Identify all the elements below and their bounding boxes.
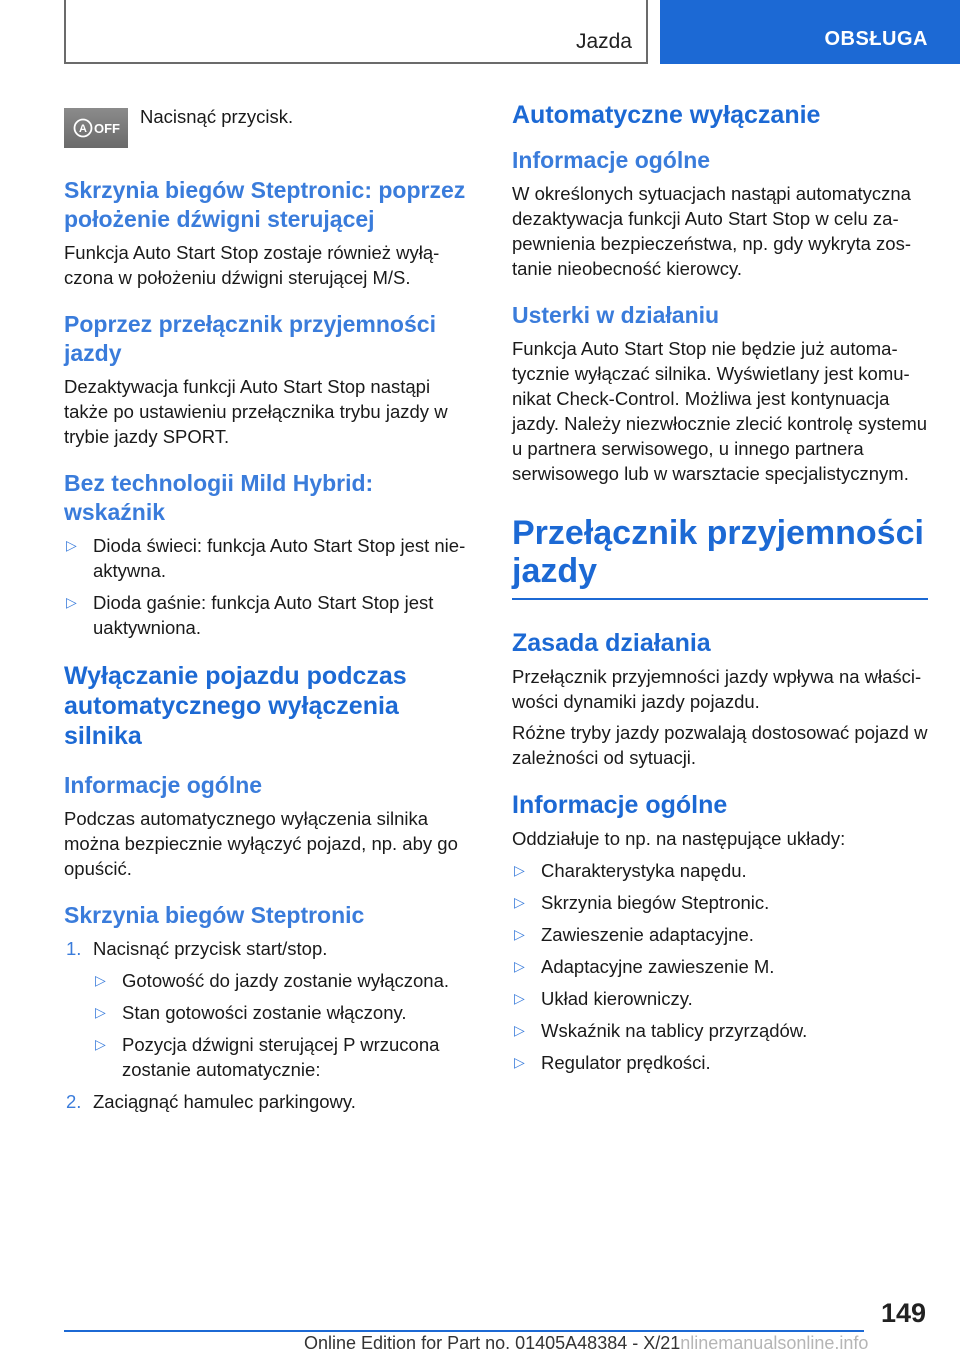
off-instruction: Nacisnąć przycisk. <box>140 106 294 127</box>
triangle-bullet-icon: ▷ <box>514 926 525 942</box>
svg-text:OFF: OFF <box>94 121 120 136</box>
triangle-bullet-icon: ▷ <box>514 894 525 910</box>
text-steptronic-lever: Funkcja Auto Start Stop zostaje również wyłączona w położeniu dźwigni sterującej M/S. <box>64 242 440 288</box>
text-general-3: Oddziałuje to np. na następujące układy: <box>512 828 846 849</box>
chapter-title: OBSŁUGA <box>824 28 928 50</box>
text-malfunction: Funkcja Auto Start Stop nie będzie już automatycznie wyłączać silnika. Wyświetlany jest komunikat Check-Control. Możliwa jest kontynuacja jazdy. Należy niezwłocznie zlecić kontrolę systemu u partnera serwisowego, u innego partnera serwisowego lub w warsztacie specjalistycznym. <box>512 338 928 484</box>
triangle-bullet-icon: ▷ <box>514 862 525 878</box>
triangle-bullet-icon: ▷ <box>514 990 525 1006</box>
heading-switch-off-vehicle: Wyłączanie pojazdu podczas automatycznego wyłączenia silnika <box>64 662 407 750</box>
chapter-tab[interactable] <box>660 0 960 64</box>
list-item: ▷ Stan gotowości zostanie włączony. <box>95 1002 407 1023</box>
triangle-bullet-icon: ▷ <box>514 1054 525 1070</box>
heading-auto-off: Automatyczne wyłączanie <box>512 101 821 129</box>
text-drive-switch: Dezaktywacja funkcji Auto Start Stop nastąpi także po ustawieniu przełącznika trybu jazdy w trybie jazdy SPORT. <box>64 376 448 447</box>
triangle-bullet-icon: ▷ <box>514 958 525 974</box>
step-number: 1. <box>66 938 82 959</box>
triangle-bullet-icon: ▷ <box>66 594 77 610</box>
auto-start-stop-off-icon <box>64 108 128 148</box>
text-principle-2: Różne tryby jazdy pozwalają dostosować pojazd w zależności od sytuacji. <box>512 722 928 768</box>
list-item: ▷ Zawieszenie adaptacyjne. <box>514 924 754 945</box>
heading-drive-experience: Przełącznik przyjemności jazdy <box>512 514 928 600</box>
heading-general-1: Informacje ogólne <box>64 772 263 798</box>
text-general-1: Podczas automatycznego wyłączenia silnika można bezpiecznie wyłączyć pojazd, np. aby go opuścić. <box>64 808 458 879</box>
footer-rule <box>64 1330 864 1332</box>
list-item: ▷ Charakterystyka napędu. <box>514 860 747 881</box>
heading-principle: Zasada działania <box>512 629 711 657</box>
auto-start-stop-symbol <box>72 117 120 139</box>
header-section-box <box>64 0 648 64</box>
step-text: Zaciągnąć hamulec parkingowy. <box>93 1091 356 1112</box>
step-number: 2. <box>66 1091 82 1112</box>
steps-list <box>64 936 478 1114</box>
heading-mild-hybrid: Bez technologii Mild Hybrid: wskaźnik <box>64 470 374 525</box>
footer-edition-line <box>304 1333 868 1354</box>
left-column <box>64 100 478 1121</box>
triangle-bullet-icon: ▷ <box>95 1004 106 1020</box>
heading-steptronic: Skrzynia biegów Steptronic <box>64 902 365 928</box>
systems-list <box>512 858 928 1075</box>
triangle-bullet-icon: ▷ <box>95 972 106 988</box>
triangle-bullet-icon: ▷ <box>514 1022 525 1038</box>
mild-hybrid-list <box>64 533 478 640</box>
list-item: ▷ Skrzynia biegów Steptronic. <box>514 892 770 913</box>
list-item: ▷ Gotowość do jazdy zostanie wyłączona. <box>95 970 450 991</box>
watermark-text: nlinemanualsonline.info <box>680 1333 869 1353</box>
list-item: ▷ Dioda świeci: funkcja Auto Start Stop jest nieaktywna. <box>66 535 466 581</box>
page-number: 149 <box>880 1298 926 1328</box>
step-sub-list <box>93 968 478 1082</box>
list-item: ▷ Pozycja dźwigni sterującej P wrzucona zostanie automatycznie: <box>95 1034 440 1080</box>
heading-drive-switch: Poprzez przełącznik przyjemności jazdy <box>64 311 436 366</box>
heading-malfunction: Usterki w działaniu <box>512 302 720 328</box>
text-principle-1: Przełącznik przyjemności jazdy wpływa na właściwości dynamiki jazdy pojazdu. <box>512 666 922 712</box>
step-text: Nacisnąć przycisk start/stop. <box>93 938 328 959</box>
off-button-row <box>64 100 478 150</box>
list-item: ▷ Wskaźnik na tablicy przyrządów. <box>514 1020 808 1041</box>
list-item: ▷ Regulator prędkości. <box>514 1052 711 1073</box>
list-item: ▷ Adaptacyjne zawieszenie M. <box>514 956 775 977</box>
heading-steptronic-lever: Skrzynia biegów Steptronic: poprzez położenie dźwigni sterującej <box>64 177 466 232</box>
text-general-2: W określonych sytuacjach nastąpi automatyczna dezaktywacja funkcji Auto Start Stop w celu zapewnienia bezpieczeństwa, np. gdy wykryta zostanie nieobecność kierowcy. <box>512 183 911 279</box>
heading-general-2: Informacje ogólne <box>512 147 711 173</box>
step-item <box>64 936 478 1082</box>
section-title: Jazda <box>575 30 632 53</box>
edition-text: Online Edition for Part no. 01405A48384 - X/21 <box>304 1333 681 1353</box>
list-item: ▷ Dioda gaśnie: funkcja Auto Start Stop jest uaktywniona. <box>66 592 434 638</box>
triangle-bullet-icon: ▷ <box>66 537 77 553</box>
right-column <box>512 100 928 1082</box>
triangle-bullet-icon: ▷ <box>95 1036 106 1052</box>
heading-general-3: Informacje ogólne <box>512 791 728 819</box>
svg-text:A: A <box>79 123 87 135</box>
list-item: ▷ Układ kierowniczy. <box>514 988 693 1009</box>
step-item <box>64 1089 478 1114</box>
